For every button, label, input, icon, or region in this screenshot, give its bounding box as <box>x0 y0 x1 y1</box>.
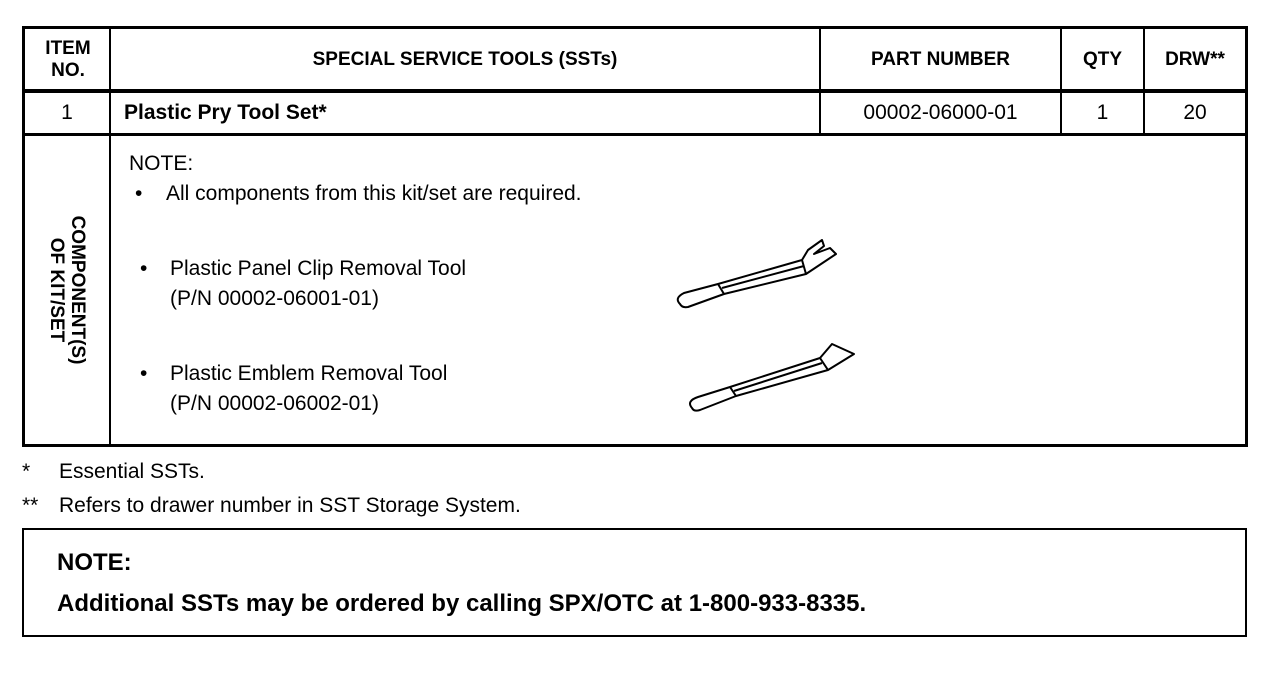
row-separator <box>22 133 1248 136</box>
panel-clip-removal-tool-icon <box>670 230 845 315</box>
row-item-number: 1 <box>61 101 73 124</box>
component-2-name: Plastic Emblem Removal Tool <box>170 362 448 385</box>
footnote-1-mark: * <box>22 460 31 483</box>
component-1-pn: (P/N 00002-06001-01) <box>170 287 379 310</box>
row-tool-name: Plastic Pry Tool Set* <box>124 101 327 124</box>
side-label-line2: OF KIT/SET <box>46 237 67 343</box>
bullet: • <box>140 257 148 280</box>
emblem-removal-tool-icon <box>682 338 867 418</box>
bullet: • <box>140 362 148 385</box>
note-box-title: NOTE: <box>57 549 132 576</box>
row-qty: 1 <box>1096 101 1109 124</box>
component-1-name: Plastic Panel Clip Removal Tool <box>170 257 467 280</box>
bullet: • <box>135 182 143 205</box>
row-part-number: 00002-06000-01 <box>863 101 1018 124</box>
components-note-label: NOTE: <box>129 152 194 175</box>
footnote-2-text: Refers to drawer number in SST Storage System. <box>59 494 521 517</box>
header-tools: SPECIAL SERVICE TOOLS (SSTs) <box>312 49 618 71</box>
header-item-no: ITEM NO. <box>45 38 91 81</box>
components-note-text: All components from this kit/set are required. <box>166 182 582 205</box>
header-drw: DRW** <box>1165 49 1225 71</box>
row-drw: 20 <box>1183 101 1207 124</box>
footnote-1-text: Essential SSTs. <box>59 460 205 483</box>
components-side-label <box>45 216 87 365</box>
note-box-text: Additional SSTs may be ordered by calling SPX/OTC at 1-800-933-8335. <box>57 590 867 617</box>
note-box <box>22 528 1247 637</box>
component-2-pn: (P/N 00002-06002-01) <box>170 392 379 415</box>
header-part-number: PART NUMBER <box>871 49 1010 71</box>
footnote-2-mark: ** <box>22 494 39 517</box>
header-qty: QTY <box>1082 49 1123 71</box>
side-label-line1: COMPONENT(S) <box>66 215 88 365</box>
